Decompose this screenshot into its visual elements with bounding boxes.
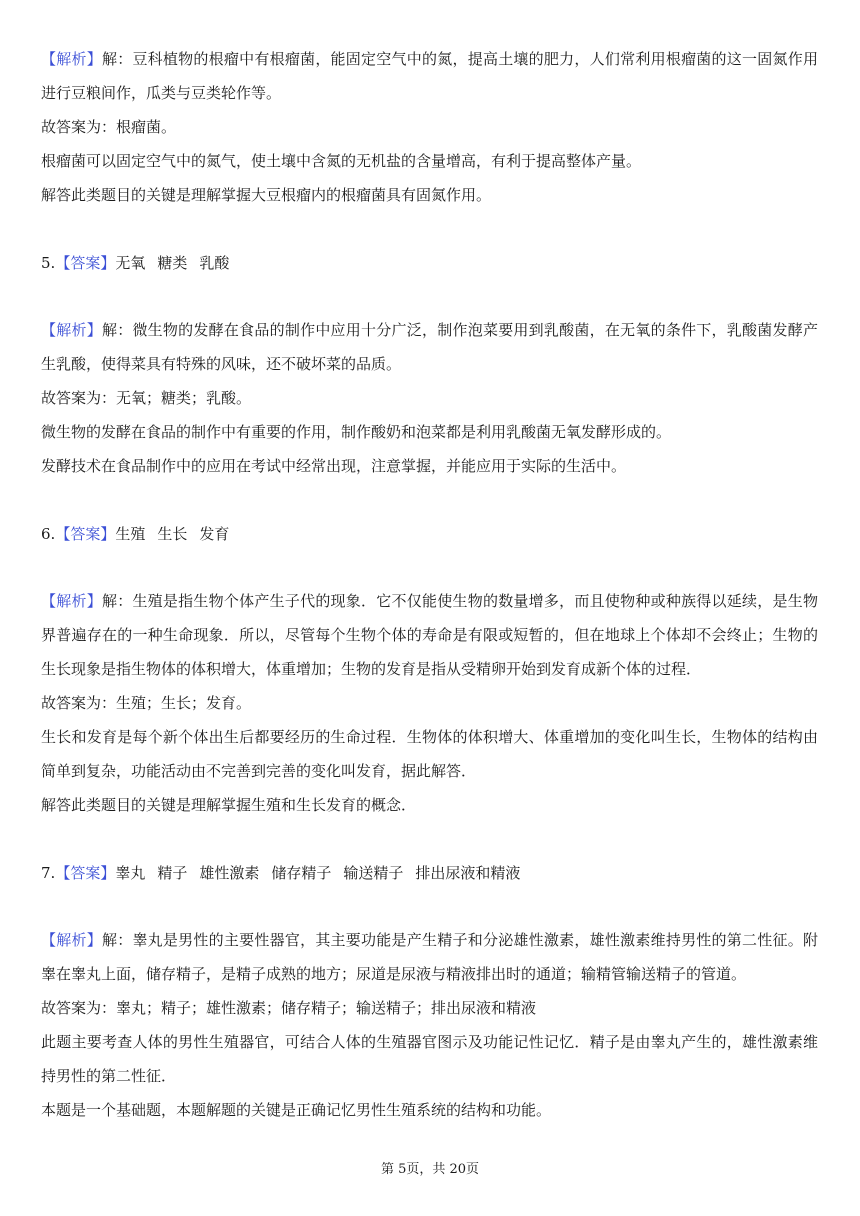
analysis-tag: 【解析】 (41, 50, 102, 68)
explain-line: 发酵技术在食品制作中的应用在考试中经常出现，注意掌握，并能应用于实际的生活中。 (41, 457, 627, 475)
analysis-line: 【解析】解：睾丸是男性的主要性器官，其主要功能是产生精子和分泌雄性激素，雄性激素维持男性的第二性征。附 (41, 931, 818, 949)
document-page (41, 42, 818, 1127)
answer-tag: 【答案】 (55, 864, 116, 882)
explain-line: 微生物的发酵在食品的制作中有重要的作用，制作酸奶和泡菜都是利用乳酸菌无氧发酵形成的。 (41, 423, 672, 441)
analysis-line: 【解析】解：豆科植物的根瘤中有根瘤菌，能固定空气中的氮，提高土壤的肥力，人们常利用根瘤菌的这一固氮作用 (41, 50, 818, 68)
answer-item: 输送精子 (343, 864, 404, 882)
analysis-line: 进行豆粮间作，瓜类与豆类轮作等。 (41, 84, 282, 102)
answer-item: 雄性激素 (199, 864, 260, 882)
explain-line: 此题主要考查人体的男性生殖器官，可结合人体的生殖器官图示及功能记性记忆．精子是由睾丸产生的，雄性激素维 (41, 1033, 818, 1051)
answer-line (41, 517, 818, 551)
answer-tag: 【答案】 (55, 525, 116, 543)
explain-line: 解答此类题目的关键是理解掌握大豆根瘤内的根瘤菌具有固氮作用。 (41, 186, 492, 204)
answer-item: 精子 (157, 864, 188, 882)
result-line: 故答案为：睾丸；精子；雄性激素；储存精子；输送精子；排出尿液和精液 (41, 999, 537, 1017)
answer-item: 糖类 (157, 254, 188, 272)
answer-tag: 【答案】 (55, 254, 116, 272)
analysis-tag: 【解析】 (41, 592, 102, 610)
analysis-line: 界普遍存在的一种生命现象．所以，尽管每个生物个体的寿命是有限或短暂的，但在地球上个体却不会终止；生物的 (41, 626, 818, 644)
analysis-line: 【解析】解：生殖是指生物个体产生子代的现象．它不仅能使生物的数量增多，而且使物种或种族得以延续，是生物 (41, 592, 818, 610)
explain-line: 生长和发育是每个新个体出生后都要经历的生命过程．生物体的体积增大、体重增加的变化叫生长，生物体的结构由 (41, 728, 818, 746)
section-7 (41, 856, 818, 1127)
question-number: 5. (41, 254, 56, 272)
explain-line: 解答此类题目的关键是理解掌握生殖和生长发育的概念． (41, 796, 417, 814)
answer-item: 排出尿液和精液 (415, 864, 521, 882)
page-footer: 第 5页，共 20页 (380, 1162, 480, 1177)
question-number: 7. (41, 864, 56, 882)
result-line: 故答案为：无氧；糖类；乳酸。 (41, 389, 252, 407)
answer-item: 发育 (199, 525, 230, 543)
result-line: 故答案为：生殖；生长；发育。 (41, 694, 252, 712)
explain-line: 根瘤菌可以固定空气中的氮气，使土壤中含氮的无机盐的含量增高，有利于提高整体产量。 (41, 152, 642, 170)
section-4 (41, 42, 818, 212)
answer-item: 睾丸 (115, 864, 146, 882)
analysis-tag: 【解析】 (41, 931, 102, 949)
question-number: 6. (41, 525, 56, 543)
answer-item: 生殖 (115, 525, 146, 543)
answer-item: 乳酸 (199, 254, 230, 272)
analysis-line: 生乳酸，使得菜具有特殊的风味，还不破坏菜的品质。 (41, 355, 402, 373)
section-5 (41, 246, 818, 483)
analysis-line: 生长现象是指生物体的体积增大，体重增加；生物的发育是指从受精卵开始到发育成新个体的过程． (41, 660, 702, 678)
answer-line (41, 246, 818, 280)
analysis-line: 【解析】解：微生物的发酵在食品的制作中应用十分广泛，制作泡菜要用到乳酸菌，在无氧的条件下，乳酸菌发酵产 (41, 321, 818, 339)
explain-line: 持男性的第二性征． (41, 1067, 177, 1085)
answer-item: 储存精子 (271, 864, 332, 882)
answer-item: 无氧 (115, 254, 146, 272)
explain-line: 本题是一个基础题，本题解题的关键是正确记忆男性生殖系统的结构和功能。 (41, 1101, 552, 1119)
answer-item: 生长 (157, 525, 188, 543)
analysis-tag: 【解析】 (41, 321, 102, 339)
result-line: 故答案为：根瘤菌。 (41, 118, 177, 136)
explain-line: 简单到复杂，功能活动由不完善到完善的变化叫发育，据此解答． (41, 762, 477, 780)
section-6 (41, 517, 818, 822)
analysis-line: 睾在睾丸上面，储存精子，是精子成熟的地方；尿道是尿液与精液排出时的通道；输精管输送精子的管道。 (41, 965, 747, 983)
answer-line (41, 856, 818, 890)
